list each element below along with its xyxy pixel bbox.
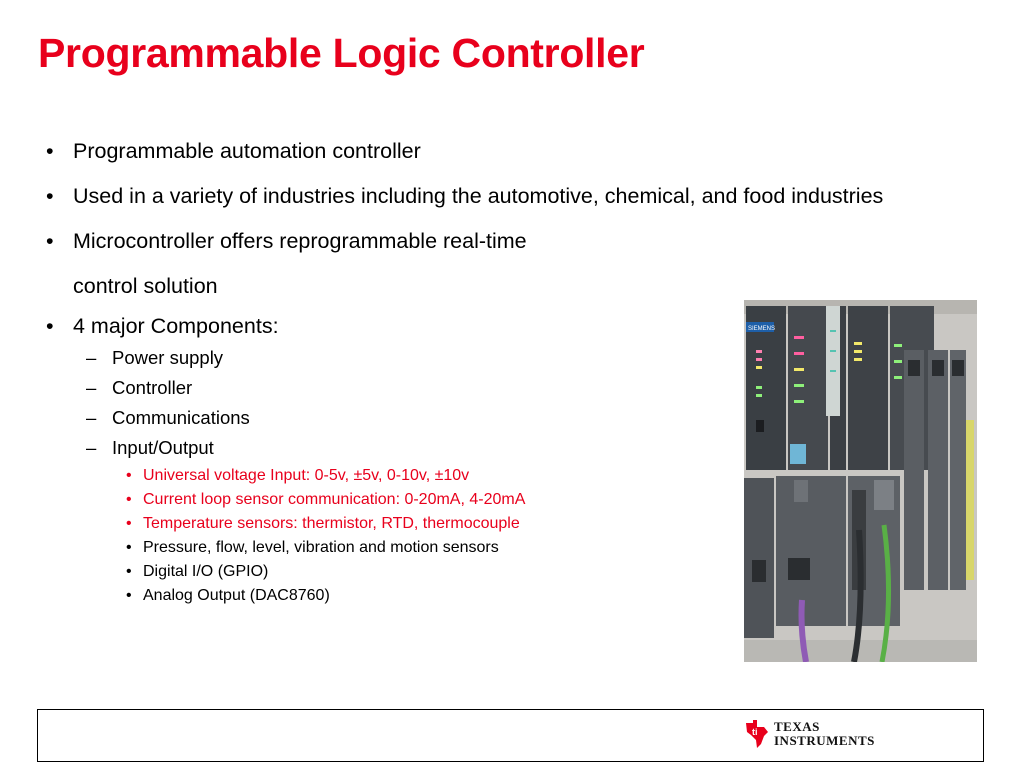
bullet-marker: • — [126, 539, 132, 556]
bullet-item — [46, 228, 946, 255]
brand-label: SIEMENS — [748, 326, 776, 332]
bullet-marker: • — [126, 587, 132, 604]
dash-marker: – — [86, 407, 97, 428]
dash-marker: – — [86, 347, 97, 368]
dash-marker: – — [86, 377, 97, 398]
ti-wordmark — [774, 720, 875, 748]
bullet-marker: • — [126, 563, 132, 580]
bullet-marker: • — [46, 139, 54, 163]
bullet-text: Microcontroller offers reprogrammable real-time — [73, 229, 527, 253]
bullet-item — [46, 138, 946, 165]
io-text: Current loop sensor communication: 0-20mA, 4-20mA — [143, 491, 526, 508]
component-text: Communications — [112, 407, 250, 428]
bullet-marker: • — [46, 314, 54, 338]
plc-hardware-photo — [744, 300, 977, 662]
bullet-marker: • — [46, 229, 54, 253]
bullet-text: 4 major Components: — [73, 314, 279, 338]
component-text: Controller — [112, 377, 193, 398]
bullet-marker: • — [126, 467, 132, 484]
io-text: Digital I/O (GPIO) — [143, 563, 269, 580]
dash-marker: – — [86, 437, 97, 458]
svg-text:ti: ti — [752, 727, 758, 737]
texas-instruments-logo — [744, 716, 874, 754]
bullet-item — [46, 183, 946, 210]
ti-wordmark-line1: TEXAS — [774, 719, 820, 734]
bullet-marker: • — [126, 491, 132, 508]
component-text: Input/Output — [112, 437, 214, 458]
component-text: Power supply — [112, 347, 224, 368]
bullet-text: Programmable automation controller — [73, 139, 421, 163]
bullet-text: control solution — [73, 274, 218, 298]
bullet-text: Used in a variety of industries including the automotive, chemical, and food industries — [73, 184, 884, 208]
ti-wordmark-line2: INSTRUMENTS — [774, 733, 875, 748]
io-text: Pressure, flow, level, vibration and motion sensors — [143, 539, 499, 556]
bullet-marker: • — [126, 515, 132, 532]
io-text: Temperature sensors: thermistor, RTD, thermocouple — [143, 515, 520, 532]
slide-title: Programmable Logic Controller — [38, 30, 645, 76]
bullet-marker: • — [46, 184, 54, 208]
io-text: Universal voltage Input: 0-5v, ±5v, 0-10v, ±10v — [143, 467, 470, 484]
texas-state-logo-icon — [744, 720, 770, 748]
bullet-continuation — [46, 273, 946, 300]
io-text: Analog Output (DAC8760) — [143, 587, 330, 604]
